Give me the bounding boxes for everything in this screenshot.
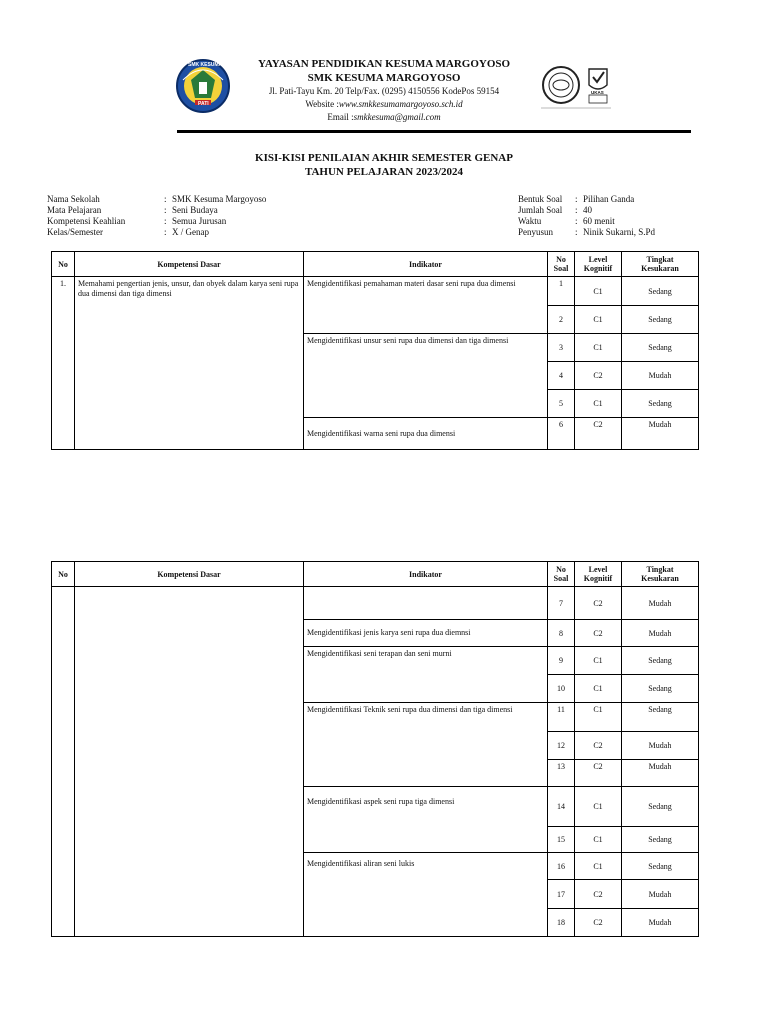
info-row <box>518 205 655 216</box>
tingkat-cell: Mudah <box>622 732 699 760</box>
tingkat-cell: Mudah <box>622 418 699 450</box>
info-left <box>47 194 266 238</box>
info-row <box>47 216 266 227</box>
info-row <box>518 216 655 227</box>
info-label: Waktu <box>518 216 542 226</box>
tingkat-cell: Sedang <box>622 827 699 853</box>
info-colon: : <box>164 216 167 226</box>
school-email <box>194 112 574 122</box>
level-cell: C2 <box>575 620 622 647</box>
school-address: Jl. Pati-Tayu Km. 20 Telp/Fax. (0295) 4150556 KodePos 59154 <box>268 86 500 96</box>
info-colon: : <box>575 205 578 215</box>
school-name: SMK KESUMA MARGOYOSO <box>307 72 461 84</box>
tingkat-cell: Mudah <box>622 760 699 787</box>
tingkat-cell: Sedang <box>622 647 699 675</box>
info-row <box>47 227 266 238</box>
tingkat-cell: Mudah <box>622 587 699 620</box>
soal-no: 13 <box>548 760 575 787</box>
soal-no: 5 <box>548 390 575 418</box>
tingkat-cell: Mudah <box>622 362 699 390</box>
indikator-cell: Mengidentifikasi unsur seni rupa dua dimensi dan tiga dimensi <box>304 334 548 418</box>
info-value: 40 <box>583 205 592 215</box>
soal-no: 11 <box>548 703 575 732</box>
info-row <box>47 194 266 205</box>
cert-label: UKAS <box>591 90 604 95</box>
level-cell: C1 <box>575 277 622 306</box>
document-subtitle: TAHUN PELAJARAN 2023/2024 <box>304 166 464 178</box>
header-no: No <box>52 252 75 277</box>
info-colon: : <box>575 216 578 226</box>
header-level: Level Kognitif <box>575 252 622 277</box>
info-row <box>47 205 266 216</box>
soal-no: 7 <box>548 587 575 620</box>
school-website <box>194 99 574 109</box>
logo-top-text: SMK KESUMA <box>188 62 223 68</box>
info-label: Nama Sekolah <box>47 194 100 204</box>
org-name: YAYASAN PENDIDIKAN KESUMA MARGOYOSO <box>257 58 511 70</box>
info-value: Pilihan Ganda <box>583 194 635 204</box>
info-row <box>518 227 655 238</box>
info-value: 60 menit <box>583 216 615 226</box>
info-right <box>518 194 655 238</box>
indikator-cell: Mengidentifikasi aliran seni lukis <box>304 853 548 937</box>
soal-no: 1 <box>548 277 575 306</box>
level-cell: C2 <box>575 587 622 620</box>
soal-no: 15 <box>548 827 575 853</box>
header-divider <box>177 130 691 133</box>
indikator-cell <box>304 587 548 620</box>
info-colon: : <box>164 194 167 204</box>
level-cell: C1 <box>575 647 622 675</box>
header-tingkat: Tingkat Kesukaran <box>622 252 699 277</box>
tingkat-cell: Sedang <box>622 703 699 732</box>
info-value: SMK Kesuma Margoyoso <box>172 194 267 204</box>
indikator-cell: Mengidentifikasi warna seni rupa dua dimensi <box>304 418 548 450</box>
indikator-cell: Mengidentifikasi pemahaman materi dasar seni rupa dua dimensi <box>304 277 548 334</box>
info-label: Mata Pelajaran <box>47 205 102 215</box>
level-cell: C2 <box>575 909 622 937</box>
header-tingkat: Tingkat Kesukaran <box>622 562 699 587</box>
level-cell: C1 <box>575 853 622 880</box>
info-colon: : <box>164 227 167 237</box>
level-cell: C2 <box>575 418 622 450</box>
header-level: Level Kognitif <box>575 562 622 587</box>
info-colon: : <box>164 205 167 215</box>
info-label: Kelas/Semester <box>47 227 103 237</box>
info-value: X / Genap <box>172 227 209 237</box>
header-no: No <box>52 562 75 587</box>
info-colon: : <box>575 194 578 204</box>
indikator-cell: Mengidentifikasi seni terapan dan seni murni <box>304 647 548 703</box>
level-cell: C1 <box>575 827 622 853</box>
soal-no: 4 <box>548 362 575 390</box>
header-indikator: Indikator <box>304 252 548 277</box>
soal-no: 16 <box>548 853 575 880</box>
level-cell: C2 <box>575 880 622 909</box>
soal-no: 12 <box>548 732 575 760</box>
tingkat-cell: Sedang <box>622 334 699 362</box>
certification-logo <box>537 63 615 111</box>
soal-no: 14 <box>548 787 575 827</box>
info-value: Seni Budaya <box>172 205 218 215</box>
table-row-no: 1. <box>52 277 75 450</box>
info-colon: : <box>575 227 578 237</box>
tingkat-cell: Sedang <box>622 390 699 418</box>
header-kd: Kompetensi Dasar <box>75 252 304 277</box>
soal-no: 2 <box>548 306 575 334</box>
email-label: Email : <box>327 112 354 122</box>
tingkat-cell: Sedang <box>622 787 699 827</box>
info-label: Jumlah Soal <box>518 205 563 215</box>
tingkat-cell: Mudah <box>622 880 699 909</box>
soal-no: 10 <box>548 675 575 703</box>
soal-no: 18 <box>548 909 575 937</box>
level-cell: C1 <box>575 306 622 334</box>
indikator-cell: Mengidentifikasi jenis karya seni rupa dua diemnsi <box>304 620 548 647</box>
kisi-table-1 <box>51 251 699 450</box>
level-cell: C1 <box>575 334 622 362</box>
level-cell: C1 <box>575 703 622 732</box>
soal-no: 8 <box>548 620 575 647</box>
level-cell: C1 <box>575 675 622 703</box>
level-cell: C2 <box>575 362 622 390</box>
soal-no: 9 <box>548 647 575 675</box>
info-label: Bentuk Soal <box>518 194 563 204</box>
header-no-soal: No Soal <box>548 252 575 277</box>
soal-no: 6 <box>548 418 575 450</box>
level-cell: C1 <box>575 787 622 827</box>
info-row <box>518 194 655 205</box>
soal-no: 3 <box>548 334 575 362</box>
info-label: Kompetensi Keahlian <box>47 216 126 226</box>
header-indikator: Indikator <box>304 562 548 587</box>
tingkat-cell: Mudah <box>622 909 699 937</box>
tingkat-cell: Sedang <box>622 853 699 880</box>
info-label: Penyusun <box>518 227 554 237</box>
kisi-table-2 <box>51 561 699 937</box>
header-no-soal: No Soal <box>548 562 575 587</box>
level-cell: C1 <box>575 390 622 418</box>
website-link[interactable]: www.smkkesumamargoyoso.sch.id <box>338 99 463 109</box>
info-value: Ninik Sukarni, S.Pd <box>583 227 656 237</box>
table-row-no <box>52 587 75 937</box>
email-link[interactable]: smkkesuma@gmail.com <box>353 112 441 122</box>
website-label: Website : <box>305 99 339 109</box>
indikator-cell: Mengidentifikasi Teknik seni rupa dua dimensi dan tiga dimensi <box>304 703 548 787</box>
tingkat-cell: Sedang <box>622 306 699 334</box>
soal-no: 17 <box>548 880 575 909</box>
logo-bottom-text: PATI <box>198 101 209 107</box>
header-kd: Kompetensi Dasar <box>75 562 304 587</box>
tingkat-cell: Mudah <box>622 620 699 647</box>
indikator-cell: Mengidentifikasi aspek seni rupa tiga dimensi <box>304 787 548 853</box>
kd-cell <box>75 587 304 937</box>
tingkat-cell: Sedang <box>622 277 699 306</box>
kd-cell: Memahami pengertian jenis, unsur, dan obyek dalam karya seni rupa dua dimensi dan tiga dimensi <box>75 277 304 450</box>
info-value: Semua Jurusan <box>172 216 227 226</box>
document-title: KISI-KISI PENILAIAN AKHIR SEMESTER GENAP <box>255 152 513 164</box>
level-cell: C2 <box>575 760 622 787</box>
tingkat-cell: Sedang <box>622 675 699 703</box>
level-cell: C2 <box>575 732 622 760</box>
